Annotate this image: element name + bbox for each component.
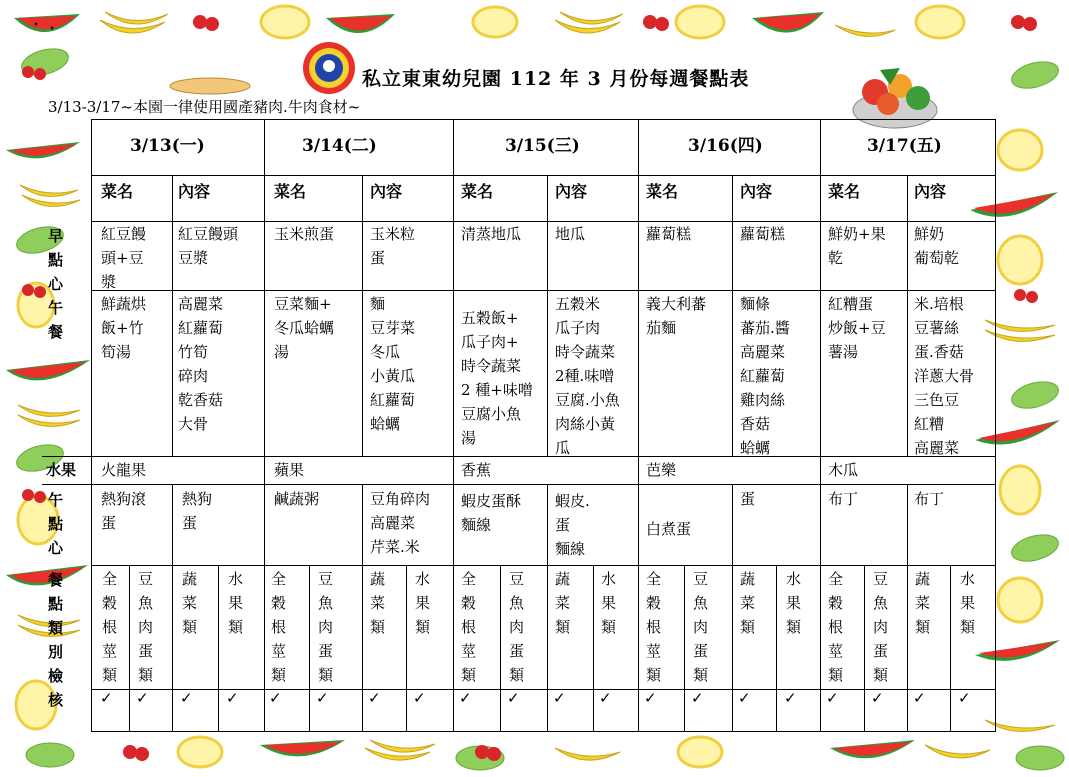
col-header-content: 內容 bbox=[914, 182, 947, 201]
check-mark: ✓ bbox=[826, 689, 839, 707]
breakfast-name: 紅豆饅 頭+豆 漿 bbox=[101, 225, 147, 291]
lunch-name: 義大利蕃 茄麵 bbox=[646, 295, 707, 337]
breakfast-content: 玉米粒 蛋 bbox=[370, 225, 416, 267]
category-label: 全 穀 根 莖 類 bbox=[271, 570, 287, 684]
check-mark: ✓ bbox=[459, 689, 472, 707]
day-header: 3/14(二) bbox=[302, 136, 377, 156]
category-label: 水 果 類 bbox=[960, 570, 976, 636]
breakfast-content: 地瓜 bbox=[555, 225, 586, 243]
col-header-name: 菜名 bbox=[646, 182, 679, 201]
afternoon-name: 蝦皮蛋酥 麵線 bbox=[461, 492, 522, 534]
col-header-name: 菜名 bbox=[274, 182, 307, 201]
lunch-content: 米.培根 豆薯絲 蛋.香菇 洋蔥大骨 三色豆 紅糟 高麗菜 bbox=[914, 295, 975, 457]
lunch-content: 五穀米 瓜子肉 時令蔬菜 2種.味噌 豆腐.小魚 肉絲小黃 瓜 bbox=[555, 295, 620, 457]
fruit-cell: 蘋果 bbox=[274, 461, 305, 479]
afternoon-content: 蝦皮. 蛋 麵線 bbox=[555, 492, 590, 558]
category-label: 水 果 類 bbox=[415, 570, 431, 636]
lunch-name: 鮮蔬烘 飯+竹 筍湯 bbox=[101, 295, 147, 361]
check-mark: ✓ bbox=[644, 689, 657, 707]
category-label: 全 穀 根 莖 類 bbox=[646, 570, 662, 684]
col-header-name: 菜名 bbox=[461, 182, 494, 201]
page-subtitle: 3/13-3/17~本園一律使用國產豬肉.牛肉食材~ bbox=[48, 98, 361, 116]
row-label-check: 餐 點 類 別 檢 核 bbox=[48, 571, 64, 709]
afternoon-name: 熱狗滾 蛋 bbox=[101, 490, 147, 532]
category-label: 水 果 類 bbox=[601, 570, 617, 636]
category-label: 蔬 菜 類 bbox=[182, 570, 198, 636]
check-mark: ✓ bbox=[691, 689, 704, 707]
category-label: 豆 魚 肉 蛋 類 bbox=[318, 570, 334, 684]
col-header-content: 內容 bbox=[740, 182, 773, 201]
check-mark: ✓ bbox=[226, 689, 239, 707]
breakfast-name: 鮮奶+果 乾 bbox=[828, 225, 886, 267]
check-mark: ✓ bbox=[136, 689, 149, 707]
afternoon-name: 鹹蔬粥 bbox=[274, 490, 320, 508]
lunch-name: 紅糟蛋 炒飯+豆 薯湯 bbox=[828, 295, 886, 361]
category-label: 豆 魚 肉 蛋 類 bbox=[509, 570, 525, 684]
fruit-cell: 香蕉 bbox=[461, 461, 492, 479]
col-header-content: 內容 bbox=[178, 182, 211, 201]
row-label-afternoon: 午 點 心 bbox=[48, 491, 64, 557]
day-header: 3/17(五) bbox=[867, 136, 942, 156]
check-mark: ✓ bbox=[553, 689, 566, 707]
check-mark: ✓ bbox=[958, 689, 971, 707]
check-mark: ✓ bbox=[784, 689, 797, 707]
category-label: 全 穀 根 莖 類 bbox=[461, 570, 477, 684]
afternoon-content: 熱狗 蛋 bbox=[182, 490, 213, 532]
day-header: 3/15(三) bbox=[505, 136, 580, 156]
category-label: 全 穀 根 莖 類 bbox=[828, 570, 844, 684]
check-mark: ✓ bbox=[180, 689, 193, 707]
category-label: 蔬 菜 類 bbox=[555, 570, 571, 636]
afternoon-name: 布丁 bbox=[828, 490, 859, 508]
category-label: 全 穀 根 莖 類 bbox=[102, 570, 118, 684]
col-header-content: 內容 bbox=[370, 182, 403, 201]
breakfast-content: 紅豆饅頭 豆漿 bbox=[178, 225, 239, 267]
check-mark: ✓ bbox=[368, 689, 381, 707]
check-mark: ✓ bbox=[738, 689, 751, 707]
breakfast-content: 鮮奶 葡萄乾 bbox=[914, 225, 960, 267]
col-header-name: 菜名 bbox=[828, 182, 861, 201]
fruit-cell: 芭樂 bbox=[646, 461, 677, 479]
category-label: 蔬 菜 類 bbox=[740, 570, 756, 636]
breakfast-name: 蘿蔔糕 bbox=[646, 225, 692, 243]
lunch-content: 麵 豆芽菜 冬瓜 小黃瓜 紅蘿蔔 蛤蠣 bbox=[370, 295, 416, 433]
fruit-cell: 火龍果 bbox=[101, 461, 147, 479]
afternoon-name: 白煮蛋 bbox=[646, 520, 692, 538]
check-mark: ✓ bbox=[913, 689, 926, 707]
category-label: 蔬 菜 類 bbox=[370, 570, 386, 636]
afternoon-content: 布丁 bbox=[914, 490, 945, 508]
breakfast-name: 玉米煎蛋 bbox=[274, 225, 335, 243]
row-label-lunch: 午 餐 bbox=[48, 299, 64, 341]
day-header: 3/16(四) bbox=[688, 136, 763, 156]
afternoon-content: 蛋 bbox=[740, 490, 756, 508]
category-label: 豆 魚 肉 蛋 類 bbox=[138, 570, 154, 684]
check-mark: ✓ bbox=[269, 689, 282, 707]
day-header: 3/13(一) bbox=[130, 136, 205, 156]
check-mark: ✓ bbox=[871, 689, 884, 707]
breakfast-name: 清蒸地瓜 bbox=[461, 225, 522, 243]
lunch-content: 高麗菜 紅蘿蔔 竹筍 碎肉 乾香菇 大骨 bbox=[178, 295, 224, 433]
afternoon-content: 豆角碎肉 高麗菜 芹菜.米 bbox=[370, 490, 431, 556]
row-label-fruit: 水果 bbox=[46, 461, 77, 479]
category-label: 水 果 類 bbox=[228, 570, 244, 636]
col-header-name: 菜名 bbox=[101, 182, 134, 201]
check-mark: ✓ bbox=[599, 689, 612, 707]
category-label: 豆 魚 肉 蛋 類 bbox=[873, 570, 889, 684]
check-mark: ✓ bbox=[316, 689, 329, 707]
check-mark: ✓ bbox=[507, 689, 520, 707]
lunch-name: 豆菜麵+ 冬瓜蛤蠣 湯 bbox=[274, 295, 335, 361]
lunch-name: 五穀飯+ 瓜子肉+ 時令蔬菜 2 種+味噌 豆腐小魚 湯 bbox=[461, 309, 533, 447]
check-mark: ✓ bbox=[413, 689, 426, 707]
category-label: 豆 魚 肉 蛋 類 bbox=[693, 570, 709, 684]
page-title: 私立東東幼兒園 112 年 3 月份每週餐點表 bbox=[362, 68, 750, 90]
row-label-breakfast: 早 點 心 bbox=[48, 227, 64, 293]
category-label: 水 果 類 bbox=[786, 570, 802, 636]
fruit-cell: 木瓜 bbox=[828, 461, 859, 479]
check-mark: ✓ bbox=[100, 689, 113, 707]
category-label: 蔬 菜 類 bbox=[915, 570, 931, 636]
breakfast-content: 蘿蔔糕 bbox=[740, 225, 786, 243]
col-header-content: 內容 bbox=[555, 182, 588, 201]
lunch-content: 麵條 蕃茄.醬 高麗菜 紅蘿蔔 雞肉絲 香菇 蛤蠣 bbox=[740, 295, 790, 457]
